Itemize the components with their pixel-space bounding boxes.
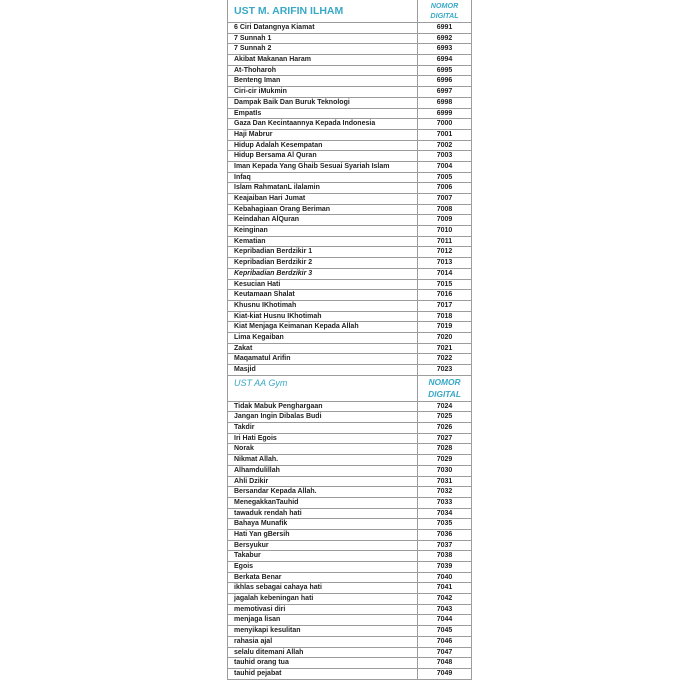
table-row: [228, 626, 471, 637]
table-row: [228, 87, 471, 98]
topic-cell: Kiat-kiat Husnu IKhotimah: [234, 312, 322, 320]
topic-cell: Berkata Benar: [234, 573, 282, 581]
topic-cell: Bersandar Kepada Allah.: [234, 488, 317, 496]
number-cell: 7016: [417, 290, 471, 300]
number-cell: 7035: [417, 519, 471, 529]
number-cell: 7022: [417, 354, 471, 364]
number-cell: 6999: [417, 109, 471, 119]
number-cell: 7002: [417, 141, 471, 151]
table-row: [228, 247, 471, 258]
table-row: [228, 354, 471, 365]
topic-cell: Takabur: [234, 552, 261, 560]
topic-cell: Kiat Menjaga Keimanan Kepada Allah: [234, 323, 359, 331]
number-cell: 6996: [417, 76, 471, 86]
topic-cell: Alhamdulillah: [234, 466, 280, 474]
table-row: [228, 551, 471, 562]
number-cell: 7032: [417, 487, 471, 497]
topic-cell: menjaga lisan: [234, 616, 281, 624]
number-cell: 7046: [417, 637, 471, 647]
table-row: [228, 423, 471, 434]
column-header-nomor-digital: [417, 376, 471, 401]
topic-cell: Masjid: [234, 366, 256, 373]
number-cell: 7024: [417, 402, 471, 412]
table-row: [228, 109, 471, 120]
number-cell: 7023: [417, 365, 471, 375]
number-cell: 7028: [417, 444, 471, 454]
table-row: [228, 365, 471, 376]
number-cell: 7033: [417, 498, 471, 508]
topic-cell: Tidak Mabuk Penghargaan: [234, 402, 323, 410]
number-cell: 7009: [417, 215, 471, 225]
topic-cell: Keutamaan Shalat: [234, 291, 295, 299]
table-row: [228, 477, 471, 488]
number-cell: 6993: [417, 44, 471, 54]
topic-cell: EmpatIs: [234, 109, 262, 117]
table-row: [228, 98, 471, 109]
table-row: [228, 215, 471, 226]
table-row: [228, 541, 471, 552]
table-row: [228, 301, 471, 312]
topic-cell: tauhid pejabat: [234, 669, 282, 677]
table-row: [228, 290, 471, 301]
table-row: [228, 573, 471, 584]
topic-cell: 7 Sunnah 2: [234, 45, 272, 53]
table-row: [228, 55, 471, 66]
topic-cell: Hati Yan gBersih: [234, 530, 290, 538]
table-row: [228, 205, 471, 216]
topic-cell: ikhlas sebagai cahaya hati: [234, 584, 322, 592]
column-header-line: NOMOR: [430, 1, 459, 10]
number-cell: 7017: [417, 301, 471, 311]
table-row: [228, 509, 471, 520]
number-cell: 7021: [417, 344, 471, 354]
topic-cell: Islam RahmatanL ilalamin: [234, 184, 320, 192]
topic-cell: memotivasi diri: [234, 605, 286, 613]
number-cell: 7034: [417, 509, 471, 519]
topic-cell: Keajaiban Hari Jumat: [234, 195, 306, 202]
number-cell: 7006: [417, 183, 471, 193]
table-row: [228, 173, 471, 184]
topic-cell: Ciri-cir iMukmin: [234, 88, 287, 96]
topic-cell: Bahaya Munafik: [234, 520, 288, 528]
column-header-line: DIGITAL: [430, 11, 459, 20]
number-cell: 6994: [417, 55, 471, 65]
table-row: [228, 333, 471, 344]
table-row: [228, 444, 471, 455]
section-title: UST AA Gym: [234, 377, 288, 388]
table-row: [228, 44, 471, 55]
table-row: [228, 498, 471, 509]
table-row: [228, 615, 471, 626]
topic-cell: Kepribadian Berdzikir 3: [234, 269, 313, 277]
topic-cell: Lima Kegaiban: [234, 333, 284, 341]
number-cell: 7010: [417, 226, 471, 236]
table-row: [228, 258, 471, 269]
number-cell: 7037: [417, 541, 471, 551]
table-row: [228, 226, 471, 237]
number-cell: 7029: [417, 455, 471, 465]
topic-cell: Nikmat Allah.: [234, 456, 279, 464]
topic-cell: Bersyukur: [234, 541, 269, 549]
number-cell: 6997: [417, 87, 471, 97]
topic-cell: selalu ditemani Allah: [234, 648, 304, 656]
topic-cell: Dampak Baik Dan Buruk Teknologi: [234, 98, 350, 106]
table-row: [228, 34, 471, 45]
number-cell: 7004: [417, 162, 471, 172]
number-cell: 7014: [417, 269, 471, 279]
number-cell: 7000: [417, 119, 471, 129]
topic-cell: Keindahan AlQuran: [234, 216, 300, 224]
number-cell: 7012: [417, 247, 471, 257]
topic-cell: Benteng Iman: [234, 77, 281, 85]
topic-cell: Akibat Makanan Haram: [234, 56, 312, 64]
topic-cell: Norak: [234, 445, 254, 453]
number-cell: 7008: [417, 205, 471, 215]
table-row: [228, 269, 471, 280]
table-row: [228, 605, 471, 616]
table-row: [228, 23, 471, 34]
section-header: [228, 376, 471, 402]
number-cell: 7031: [417, 477, 471, 487]
table-row: [228, 237, 471, 248]
table-row: [228, 637, 471, 648]
topic-cell: Iri Hati Egois: [234, 434, 277, 442]
number-cell: 7025: [417, 412, 471, 422]
table-row: [228, 66, 471, 77]
table-row: [228, 412, 471, 423]
table-row: [228, 434, 471, 445]
topic-cell: 7 Sunnah 1: [234, 34, 272, 42]
topic-cell: MenegakkanTauhid: [234, 498, 299, 506]
table-row: [228, 322, 471, 333]
number-cell: 7043: [417, 605, 471, 615]
table-row: [228, 594, 471, 605]
table-row: [228, 530, 471, 541]
number-cell: 7001: [417, 130, 471, 140]
number-cell: 7005: [417, 173, 471, 183]
table-row: [228, 141, 471, 152]
topic-cell: Gaza Dan Kecintaannya Kepada Indonesia: [234, 120, 376, 128]
number-cell: 6991: [417, 23, 471, 33]
table-row: [228, 658, 471, 669]
table-row: [228, 312, 471, 323]
table-row: [228, 130, 471, 141]
topic-cell: jagalah kebeningan hati: [234, 595, 314, 603]
topic-cell: At-Thoharoh: [234, 66, 276, 74]
table-row: [228, 119, 471, 130]
topic-cell: menyikapi kesulitan: [234, 627, 301, 635]
number-cell: 7011: [417, 237, 471, 247]
number-cell: 7036: [417, 530, 471, 540]
section-title: UST M. ARIFIN ILHAM: [234, 5, 344, 17]
section-header: [228, 0, 471, 23]
topic-cell: Hidup Bersama Al Quran: [234, 152, 317, 160]
topic-cell: Infaq: [234, 173, 251, 181]
table-row: [228, 183, 471, 194]
topic-cell: Hidup Adalah Kesempatan: [234, 141, 323, 149]
topic-cell: tauhid orang tua: [234, 659, 289, 667]
number-cell: 7041: [417, 583, 471, 593]
number-cell: 7045: [417, 626, 471, 636]
topic-cell: Egois: [234, 563, 254, 570]
table-row: [228, 76, 471, 87]
topic-cell: Keinginan: [234, 227, 268, 235]
topic-cell: Iman Kepada Yang Ghaib Sesuai Syariah Islam: [234, 162, 390, 170]
table-row: [228, 194, 471, 205]
table-row: [228, 519, 471, 530]
table-row: [228, 648, 471, 659]
topic-cell: Kesucian Hati: [234, 280, 281, 288]
topic-cell: Takdir: [234, 424, 255, 432]
table-row: [228, 344, 471, 355]
table-row: [228, 402, 471, 413]
number-cell: 7007: [417, 194, 471, 204]
topic-cell: tawaduk rendah hati: [234, 509, 302, 517]
number-cell: 7019: [417, 322, 471, 332]
table-row: [228, 487, 471, 498]
number-cell: 7020: [417, 333, 471, 343]
number-cell: 7018: [417, 312, 471, 322]
topic-cell: Khusnu IKhotimah: [234, 301, 297, 309]
number-cell: 7042: [417, 594, 471, 604]
number-cell: 6998: [417, 98, 471, 108]
topic-cell: 6 Ciri Datangnya Kiamat: [234, 24, 315, 31]
number-cell: 7026: [417, 423, 471, 433]
table-row: [228, 583, 471, 594]
table-row: [228, 162, 471, 173]
table-row: [228, 455, 471, 466]
number-cell: 7049: [417, 669, 471, 679]
column-header-line: DIGITAL: [428, 389, 461, 400]
number-cell: 6995: [417, 66, 471, 76]
table-row: [228, 466, 471, 477]
number-cell: 7030: [417, 466, 471, 476]
column-header-line: NOMOR: [428, 377, 461, 388]
table-row: [228, 669, 471, 680]
topic-cell: Kebahagiaan Orang Beriman: [234, 205, 331, 213]
topic-cell: Zakat: [234, 344, 253, 352]
topic-cell: rahasia ajal: [234, 637, 273, 645]
number-cell: 7038: [417, 551, 471, 561]
number-cell: 7048: [417, 658, 471, 668]
topic-cell: Kepribadian Berdzikir 2: [234, 259, 313, 267]
table-row: [228, 280, 471, 291]
topic-cell: Ahli Dzikir: [234, 477, 269, 485]
column-header-nomor-digital: [417, 0, 471, 22]
number-cell: 7013: [417, 258, 471, 268]
topic-cell: Haji Mabrur: [234, 130, 273, 138]
number-cell: 6992: [417, 34, 471, 44]
number-cell: 7047: [417, 648, 471, 658]
table-row: [228, 562, 471, 573]
table-row: [228, 151, 471, 162]
topic-cell: Jangan Ingin Dibalas Budi: [234, 413, 322, 421]
topic-cell: Kematian: [234, 237, 266, 245]
number-cell: 7003: [417, 151, 471, 161]
number-cell: 7027: [417, 434, 471, 444]
number-cell: 7039: [417, 562, 471, 572]
topic-cell: Kepribadian Berdzikir 1: [234, 248, 313, 256]
number-cell: 7040: [417, 573, 471, 583]
topic-cell: Maqamatul Arifin: [234, 355, 291, 363]
catalog-table: [227, 0, 472, 680]
number-cell: 7044: [417, 615, 471, 625]
number-cell: 7015: [417, 280, 471, 290]
